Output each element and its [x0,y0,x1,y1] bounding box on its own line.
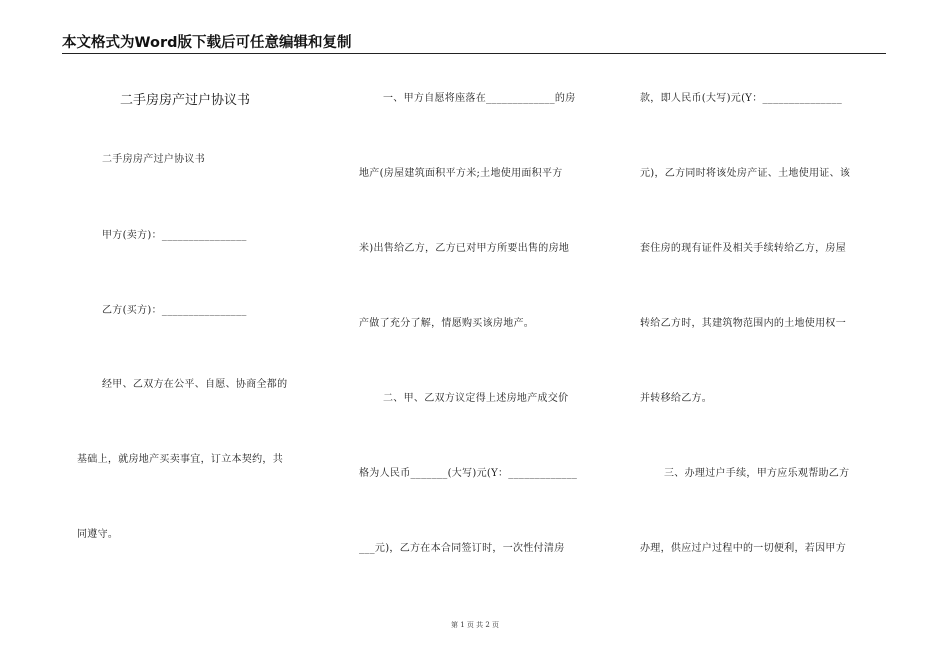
col1-line-5: 基础上，就房地产买卖事宜，订立本契约，共 [77,454,283,465]
col2-line-7: ___元)，乙方在本合同签订时，一次性付清房 [359,543,565,554]
col1-line-3: 乙方(买方)：________________ [102,305,247,316]
page-header [62,33,886,53]
col3-line-3: 套住房的现有证件及相关手续转给乙方，房屋 [640,243,846,254]
document-title: 二手房房产过户协议书 [120,93,251,108]
page-number: 第 1 页 共 2 页 [450,621,500,629]
col3-line-1: 款，即人民币(大写)元(Y：_______________ [640,93,843,104]
col3-line-2: 元)，乙方同时将该处房产证、土地使用证、该 [640,168,851,179]
col2-line-3: 米)出售给乙方，乙方已对甲方所要出售的房地 [359,243,570,254]
header-title: 本文格式为Word版下载后可任意编辑和复制 [62,35,352,51]
col2-line-4: 产做了充分了解，情愿购买该房地产。 [359,318,535,329]
col2-line-5: 二、甲、乙双方议定得上述房地产成交价 [383,393,569,404]
col3-line-5: 并转移给乙方。 [640,393,713,404]
col1-line-6: 同遵守。 [77,529,119,540]
col2-line-6: 格为人民币_______(大写)元(Y：_____________ [359,468,578,479]
col2-line-1: 一、甲方自愿将座落在_____________的房 [383,93,576,104]
col1-line-2: 甲方(卖方)：________________ [102,230,247,241]
col1-line-1: 二手房房产过户协议书 [102,154,205,165]
col1-line-4: 经甲、乙双方在公平、自愿、协商全都的 [102,379,288,390]
col2-line-2: 地产(房屋建筑面积平方米;土地使用面积平方 [359,168,563,179]
header-divider [62,53,886,54]
col3-line-7: 办理，供应过户过程中的一切便利，若因甲方 [640,543,846,554]
col3-line-6: 三、办理过户手续，甲方应乐观帮助乙方 [664,468,850,479]
col3-line-4: 转给乙方时，其建筑物范围内的土地使用权一 [640,318,846,329]
